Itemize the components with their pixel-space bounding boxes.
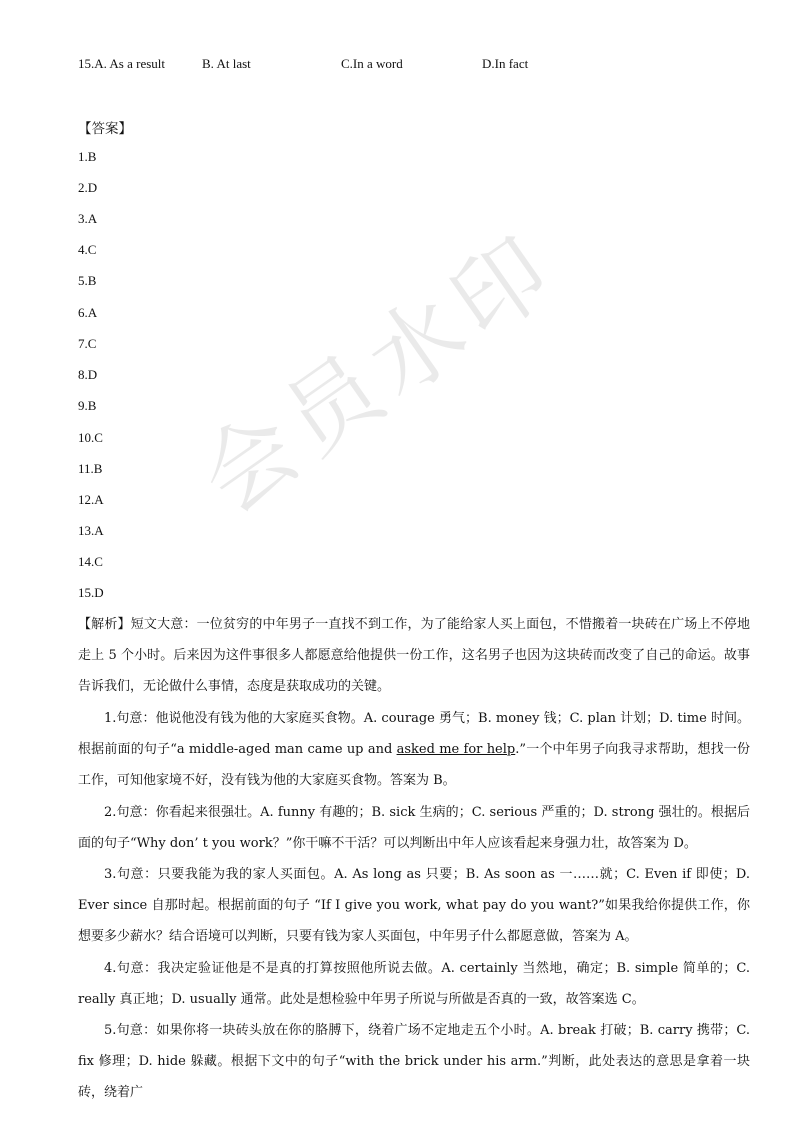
answer-item: 9.B [78, 398, 97, 413]
underlined-phrase: asked me for help [396, 742, 516, 757]
option-b: B. At last [202, 56, 251, 71]
answer-item: 12.A [78, 492, 104, 507]
answer-item: 2.D [78, 180, 98, 195]
option-c: C.In a word [341, 56, 403, 71]
answer-item: 1.B [78, 149, 97, 164]
answer-item: 15.D [78, 585, 104, 600]
analysis-item-3: 3.句意：只要我能为我的家人买面包。A. As long as 只要；B. As soon as 一……就；C. Even if 即使；D. Ever since 自那时起。根据前面的句子 “If I give you work, what pay do you want?”如果我给你提供工作，你想要多少薪水？结合语境可以判断，只要有钱为家人买面包，中年男子什么都愿意做，答案为 A。 [78, 867, 750, 944]
answer-item: 6.A [78, 305, 98, 320]
answer-item: 8.D [78, 367, 98, 382]
answer-item: 7.C [78, 336, 97, 351]
analysis-item-2: 2.句意：你看起来很强壮。A. funny 有趣的；B. sick 生病的；C. serious 严重的；D. strong 强壮的。根据后面的句子“Why don’ t you work？”你干嘛不干活？可以判断出中年人应该看起来身强力壮，故答案为 D。 [78, 805, 750, 851]
answer-heading: 【答案】 [78, 121, 132, 137]
answer-item: 13.A [78, 523, 104, 538]
answer-item: 3.A [78, 211, 98, 226]
option-d: D.In fact [482, 56, 529, 71]
answer-item: 11.B [78, 461, 103, 476]
answer-item: 4.C [78, 242, 97, 257]
analysis-item-5: 5.句意：如果你将一块砖头放在你的胳膊下，绕着广场不定地走五个小时。A. break 打破；B. carry 携带；C. fix 修理；D. hide 躲藏。根据下文中的句子“with the brick under his arm.”判断，此处表达的意思是拿着一块砖，绕着广 [78, 1023, 750, 1100]
answer-item: 5.B [78, 273, 97, 288]
analysis-intro: 【解析】短文大意：一位贫穷的中年男子一直找不到工作，为了能给家人买上面包，不惜搬着一块砖在广场上不停地走上 5 个小时。后来因为这件事很多人都愿意给他提供一份工作，这名男子也因为这块砖而改变了自己的命运。故事告诉我们，无论做什么事情，态度是获取成功的关键。 [78, 617, 750, 694]
answer-item: 10.C [78, 430, 103, 445]
answer-item: 14.C [78, 554, 103, 569]
watermark: 会员水印 [181, 212, 578, 535]
option-a: 15.A. As a result [78, 56, 166, 71]
analysis-item-4: 4.句意：我决定验证他是不是真的打算按照他所说去做。A. certainly 当然地，确定；B. simple 简单的；C. really 真正地；D. usually 通常。此处是想检验中年男子所说与所做是否真的一致，故答案选 C。 [78, 961, 750, 1007]
analysis-item-1-text-end: .”一个中年男子向我寻求帮助，想找一份工作，可知他家境不好，没有钱为他的大家庭买食物。答案为 B。 [78, 742, 750, 788]
analysis-item-1-text: 1.句意：他说他没有钱为他的大家庭买食物。A. courage 勇气；B. money 钱；C. plan 计划；D. time 时间。根据前面的句子“a middle-aged man came up and [78, 711, 750, 757]
analysis-item-1 [78, 703, 750, 796]
